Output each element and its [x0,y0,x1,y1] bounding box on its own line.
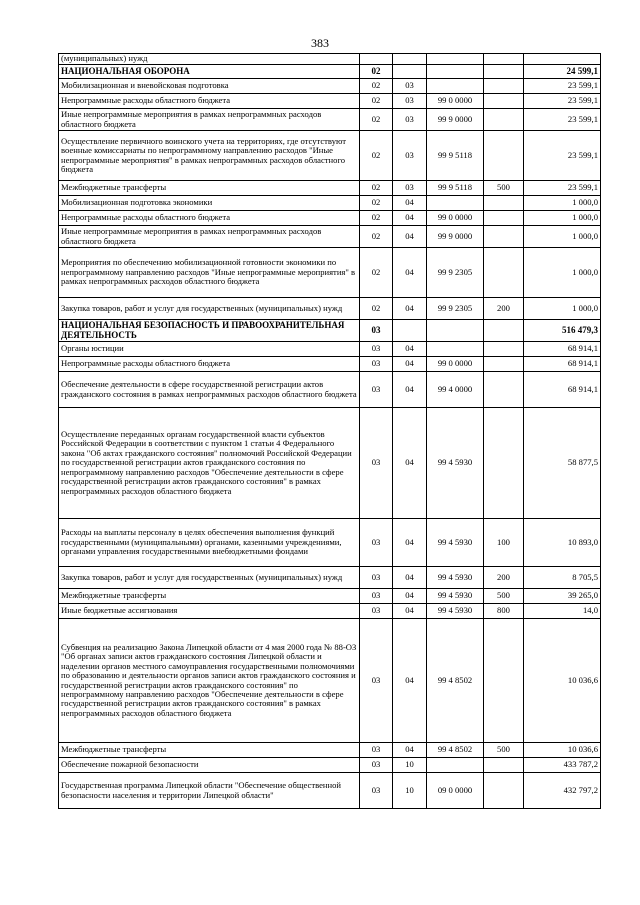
target-article-cell [427,196,484,211]
section-code-cell: 03 [360,342,393,357]
section-code-cell: 02 [360,298,393,320]
section-code-cell: 02 [360,109,393,131]
section-code-cell: 03 [360,519,393,567]
expense-type-cell [484,408,524,519]
target-article-cell [427,79,484,94]
section-code-cell: 03 [360,604,393,619]
amount-cell: 516 479,3 [524,320,601,342]
row-name-cell: Иные бюджетные ассигнования [59,604,360,619]
subsection-code-cell: 03 [393,181,427,196]
subsection-code-cell: 04 [393,298,427,320]
subsection-code-cell [393,54,427,65]
budget-table [58,53,601,809]
table-row [59,773,601,809]
target-article-cell: 99 9 5118 [427,181,484,196]
table-row [59,604,601,619]
expense-type-cell [484,226,524,248]
page-number: 383 [311,36,329,50]
expense-type-cell [484,54,524,65]
row-name-cell: Межбюджетные трансферты [59,743,360,758]
table-row [59,298,601,320]
subsection-code-cell [393,65,427,79]
expense-type-cell [484,196,524,211]
amount-cell: 68 914,1 [524,372,601,408]
section-code-cell: 02 [360,131,393,181]
row-name-cell: Непрограммные расходы областного бюджета [59,211,360,226]
expense-type-cell [484,131,524,181]
table-row [59,567,601,589]
target-article-cell [427,54,484,65]
table-row [59,519,601,567]
row-name-cell: Межбюджетные трансферты [59,181,360,196]
row-name-cell: Мобилизационная подготовка экономики [59,196,360,211]
subsection-code-cell: 04 [393,342,427,357]
amount-cell: 23 599,1 [524,94,601,109]
target-article-cell: 09 0 0000 [427,773,484,809]
target-article-cell: 99 9 0000 [427,109,484,131]
table-row [59,65,601,79]
table-row [59,357,601,372]
row-name-cell: Закупка товаров, работ и услуг для государственных (муниципальных) нужд [59,567,360,589]
section-code-cell: 03 [360,357,393,372]
subsection-code-cell: 04 [393,357,427,372]
amount-cell: 39 265,0 [524,589,601,604]
row-name-cell: Закупка товаров, работ и услуг для государственных (муниципальных) нужд [59,298,360,320]
subsection-code-cell: 04 [393,519,427,567]
subsection-code-cell: 04 [393,743,427,758]
row-name-cell: Мобилизационная и вневойсковая подготовка [59,79,360,94]
amount-cell: 10 036,6 [524,743,601,758]
expense-type-cell: 200 [484,298,524,320]
row-name-cell: НАЦИОНАЛЬНАЯ ОБОРОНА [59,65,360,79]
amount-cell: 23 599,1 [524,109,601,131]
budget-table-body [59,54,601,809]
amount-cell: 58 877,5 [524,408,601,519]
section-code-cell: 02 [360,226,393,248]
table-row [59,226,601,248]
subsection-code-cell: 04 [393,567,427,589]
row-name-cell: Обеспечение деятельности в сфере государственной регистрации актов гражданского состояния в рамках непрограммных расходов областного бюджета [59,372,360,408]
expense-type-cell [484,65,524,79]
row-name-cell: Осуществление переданных органам государственной власти субъектов Российской Федерации в соответствии с пунктом 1 статьи 4 Федерального закона "Об актах гражданского состояния" полномочий Российской Федерации по государственной регистрации актов гражданского состояния по непрограммному направлению расходов "Обеспечение деятельности в сфере государственной регистрации актов гражданского состояния" в рамках непрограммных расходов областного бюджета [59,408,360,519]
row-name-cell: Расходы на выплаты персоналу в целях обеспечения выполнения функций государственными (муниципальными) органами, казенными учреждениями, органами управления государственными внебюджетными фондами [59,519,360,567]
section-code-cell: 02 [360,196,393,211]
amount-cell: 10 893,0 [524,519,601,567]
target-article-cell: 99 9 5118 [427,131,484,181]
amount-cell: 23 599,1 [524,131,601,181]
expense-type-cell: 500 [484,589,524,604]
target-article-cell [427,320,484,342]
amount-cell: 1 000,0 [524,196,601,211]
amount-cell: 433 787,2 [524,758,601,773]
amount-cell: 14,0 [524,604,601,619]
section-code-cell: 02 [360,181,393,196]
section-code-cell: 03 [360,408,393,519]
target-article-cell: 99 4 5930 [427,604,484,619]
row-name-cell: Непрограммные расходы областного бюджета [59,94,360,109]
expense-type-cell [484,619,524,743]
section-code-cell [360,54,393,65]
target-article-cell: 99 4 0000 [427,372,484,408]
row-name-cell: Непрограммные расходы областного бюджета [59,357,360,372]
expense-type-cell [484,79,524,94]
row-name-cell: Органы юстиции [59,342,360,357]
expense-type-cell [484,357,524,372]
amount-cell: 1 000,0 [524,298,601,320]
table-row [59,758,601,773]
subsection-code-cell: 04 [393,372,427,408]
expense-type-cell: 800 [484,604,524,619]
table-row [59,372,601,408]
section-code-cell: 03 [360,758,393,773]
row-name-cell: Субвенция на реализацию Закона Липецкой области от 4 мая 2000 года № 88-ОЗ "Об органах записи актов гражданского состояния Липецкой области и наделении органов местного самоуправления государственными полномочиями по образованию и деятельности органов записи актов гражданского состояния и государственной регистрации актов гражданского состояния" по непрограммному направлению расходов "Обеспечение деятельности в сфере государственной регистрации актов гражданского состояния" в рамках непрограммных расходов областного бюджета [59,619,360,743]
amount-cell: 432 797,2 [524,773,601,809]
subsection-code-cell: 03 [393,94,427,109]
expense-type-cell [484,320,524,342]
row-name-cell: Иные непрограммные мероприятия в рамках непрограммных расходов областного бюджета [59,109,360,131]
table-row [59,54,601,65]
subsection-code-cell: 04 [393,408,427,519]
section-code-cell: 02 [360,248,393,298]
amount-cell: 68 914,1 [524,342,601,357]
row-name-cell: Государственная программа Липецкой области "Обеспечение общественной безопасности населения и территории Липецкой области" [59,773,360,809]
expense-type-cell [484,758,524,773]
table-row [59,342,601,357]
expense-type-cell: 500 [484,743,524,758]
expense-type-cell [484,109,524,131]
subsection-code-cell: 10 [393,758,427,773]
target-article-cell: 99 4 8502 [427,743,484,758]
table-row [59,94,601,109]
table-row [59,248,601,298]
target-article-cell: 99 0 0000 [427,357,484,372]
expense-type-cell [484,773,524,809]
table-row [59,743,601,758]
amount-cell [524,54,601,65]
row-name-cell: Мероприятия по обеспечению мобилизационной готовности экономики по непрограммному направлению расходов "Иные непрограммные мероприятия" в рамках непрограммных расходов областного бюджета [59,248,360,298]
target-article-cell [427,65,484,79]
table-row [59,196,601,211]
section-code-cell: 02 [360,65,393,79]
section-code-cell: 03 [360,372,393,408]
subsection-code-cell: 04 [393,589,427,604]
expense-type-cell [484,248,524,298]
expense-type-cell [484,342,524,357]
amount-cell: 23 599,1 [524,79,601,94]
row-name-cell: НАЦИОНАЛЬНАЯ БЕЗОПАСНОСТЬ И ПРАВООХРАНИТЕЛЬНАЯ ДЕЯТЕЛЬНОСТЬ [59,320,360,342]
expense-type-cell [484,372,524,408]
subsection-code-cell: 04 [393,226,427,248]
subsection-code-cell: 04 [393,196,427,211]
subsection-code-cell: 03 [393,79,427,94]
row-name-cell: Обеспечение пожарной безопасности [59,758,360,773]
subsection-code-cell: 04 [393,604,427,619]
amount-cell: 24 599,1 [524,65,601,79]
subsection-code-cell [393,320,427,342]
target-article-cell: 99 4 5930 [427,408,484,519]
row-name-cell: (муниципальных) нужд [59,54,360,65]
target-article-cell: 99 4 5930 [427,589,484,604]
expense-type-cell [484,94,524,109]
section-code-cell: 02 [360,211,393,226]
target-article-cell: 99 0 0000 [427,94,484,109]
amount-cell: 1 000,0 [524,248,601,298]
amount-cell: 1 000,0 [524,211,601,226]
row-name-cell: Осуществление первичного воинского учета на территориях, где отсутствуют военные комиссариаты по непрограммному направлению расходов "Иные непрограммные мероприятия" в рамках непрограммных расходов областного бюджета [59,131,360,181]
target-article-cell: 99 9 2305 [427,248,484,298]
table-row [59,619,601,743]
table-row [59,320,601,342]
expense-type-cell: 500 [484,181,524,196]
row-name-cell: Межбюджетные трансферты [59,589,360,604]
target-article-cell: 99 0 0000 [427,211,484,226]
target-article-cell: 99 4 5930 [427,567,484,589]
section-code-cell: 03 [360,589,393,604]
section-code-cell: 02 [360,94,393,109]
expense-type-cell: 100 [484,519,524,567]
target-article-cell [427,758,484,773]
table-row [59,131,601,181]
target-article-cell [427,342,484,357]
subsection-code-cell: 04 [393,248,427,298]
subsection-code-cell: 10 [393,773,427,809]
target-article-cell: 99 4 5930 [427,519,484,567]
expense-type-cell: 200 [484,567,524,589]
table-row [59,181,601,196]
subsection-code-cell: 04 [393,619,427,743]
section-code-cell: 03 [360,320,393,342]
section-code-cell: 03 [360,773,393,809]
table-row [59,589,601,604]
row-name-cell: Иные непрограммные мероприятия в рамках непрограммных расходов областного бюджета [59,226,360,248]
expense-type-cell [484,211,524,226]
subsection-code-cell: 03 [393,109,427,131]
table-row [59,109,601,131]
section-code-cell: 03 [360,619,393,743]
target-article-cell: 99 9 0000 [427,226,484,248]
section-code-cell: 03 [360,567,393,589]
subsection-code-cell: 04 [393,211,427,226]
amount-cell: 1 000,0 [524,226,601,248]
table-row [59,211,601,226]
amount-cell: 68 914,1 [524,357,601,372]
target-article-cell: 99 4 8502 [427,619,484,743]
section-code-cell: 02 [360,79,393,94]
amount-cell: 10 036,6 [524,619,601,743]
table-row [59,408,601,519]
target-article-cell: 99 9 2305 [427,298,484,320]
table-row [59,79,601,94]
subsection-code-cell: 03 [393,131,427,181]
section-code-cell: 03 [360,743,393,758]
amount-cell: 8 705,5 [524,567,601,589]
amount-cell: 23 599,1 [524,181,601,196]
